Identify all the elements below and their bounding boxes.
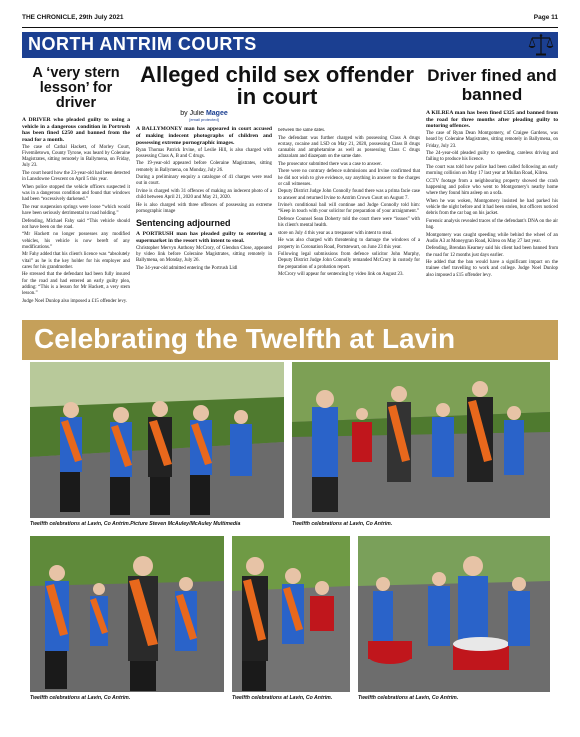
photo-caption: Twelfth celebrations at Lavin, Co Antrim.	[30, 695, 131, 701]
photo-parade-4	[232, 536, 350, 692]
photo-caption: Twelfth celebrations at Lavin, Co Antrim.	[358, 695, 459, 701]
photo-caption: Twelfth celebrations at Lavin, Co Antrim.Picture Steven McAuley/McAuley Multimedia	[30, 521, 241, 527]
paragraph: Following legal submissions from defence solicitor John Murphy, Deputy District Judge John Connolly remanded McCrory in custody for the preparation of a probation report.	[278, 252, 420, 270]
paragraph: The 24-year-old pleaded guilty to speeding, careless driving and failing to produce his licence.	[426, 151, 558, 163]
paragraph: He was also charged with threatening to damage the windows of a property in Coronation Road, Portstewart, on June 23 this year.	[278, 238, 420, 250]
paragraph: CCTV footage from a neighbouring property showed the crash happening and police who went to Montgomery's nearby home where they found him asleep on a sofa.	[426, 178, 558, 197]
photo-caption: Twelfth celebrations at Lavin, Co Antrim.	[292, 521, 393, 527]
paragraph: “Mr Hackett no longer possesses any modified vehicles, his vehicle is now bereft of any modifications.”	[22, 232, 130, 250]
byline-prefix: by Julie	[180, 110, 204, 117]
headline-child-sex	[136, 64, 418, 108]
lead-paragraph: A PORTRUSH man has pleaded guilty to entering a supermarket in the resort with intent to steal.	[136, 231, 272, 244]
byline-name: Magee	[205, 110, 228, 117]
paragraph: Judge Noel Dunlop also imposed a £15 offender levy.	[22, 298, 128, 304]
story-child-sex-col2	[278, 128, 420, 318]
page-header	[22, 14, 558, 26]
paragraph: The court was told how police had been called following an early morning collision on May 17 last year at Mullan Road, Kilrea.	[426, 164, 558, 177]
paragraph: McCrory will appear for sentencing by video link on August 23.	[278, 272, 404, 278]
story-stern-lesson	[22, 64, 130, 319]
photo-parade-5	[358, 536, 550, 692]
paragraph: Defending, Michael Fahy said “This vehicle should not have been on the road.	[22, 218, 130, 230]
photo-caption: Twelfth celebrations at Lavin, Co Antrim.	[232, 695, 333, 701]
author-email[interactable]: [email protected]	[189, 117, 219, 123]
scales-of-justice-icon	[528, 33, 554, 57]
banner-title: Celebrating the Twelfth at Lavin	[34, 323, 456, 354]
paragraph: Defence Counsel Sean Doherty told the court there were “issues” with his client's mental health.	[278, 216, 420, 229]
section-banner-twelfth	[22, 320, 558, 360]
paragraph: When police stopped the vehicle officers suspected it was in a dangerous condition and found that windows had been “excessively darkened.”	[22, 184, 130, 203]
banner-title: NORTH ANTRIM COURTS	[28, 34, 257, 54]
paragraph: Irvine is charged with 31 offences of making an indecent photo of a child between April 21, 2020 and May 21, 2020.	[136, 188, 272, 201]
paragraph: Christopher Mervyn Anthony McCrory, of Glendun Close, appeared by video link before Coleraine Magistrates, sitting remotely in Ballymena, on Monday, July 26.	[136, 245, 272, 264]
paragraph: The defendant was further charged with possessing Class A drugs ecstasy, cocaine and LSD on May 21, 2020, possessing Class B drugs cannabis and amphetamine as well as possessing Class C drugs adrazolam and diazepam on the same date.	[278, 135, 420, 160]
paragraph: When he was woken, Montgomery insisted he had parked his vehicle the night before and it had been stolen, but officers noticed debris from the car bag on his jacket.	[426, 198, 558, 217]
paragraph: The 19-year-old appeared before Coleraine Magistrates, sitting remotely in Ballymena, on Monday, July 26.	[136, 161, 272, 173]
paragraph: Irvine's conditional bail will continue and Judge Connolly told him: “Keep in touch with your solicitor for preparation of your arraignment.”	[278, 203, 420, 215]
header-rule	[22, 27, 558, 28]
story-driver-fined	[426, 64, 558, 319]
photo-parade-2	[292, 362, 550, 518]
headline: Alleged child sex offender in court	[140, 62, 414, 109]
paragraph: The rear suspension springs were loose “which would have been seriously detrimental to road holding.”	[22, 204, 130, 216]
paragraph: The court heard how the 23-year-old had been detected in Lansdowne Crescent on April 5 this year.	[22, 170, 130, 183]
paragraph: The case of Ryan Dean Montgomery, of Craigee Gardens, was heard by Coleraine Magistrates, sitting remotely in Ballymena, on Friday, July 23.	[426, 131, 558, 149]
paragraph: There were no contrary defence submissions and Irvine confirmed that he did not wish to give evidence, say anything in answer to the charges or call witnesses.	[278, 169, 420, 187]
subhead-sentencing: Sentencing adjourned	[136, 218, 231, 229]
photo-parade-1	[30, 362, 284, 518]
paragraph: between the same dates.	[278, 128, 326, 133]
lead-paragraph: A KILREA man has been fined £325 and banned from the road for three months after pleading guilty to motoring offences.	[426, 110, 558, 130]
lead-paragraph: A BALLYMONEY man has appeared in court accused of making indecent photographs of children and possessing extreme pornographic images.	[136, 126, 272, 146]
paragraph: Montgomery was caught speeding while behind the wheel of an Audio A3 at Moneygran Road, Kilrea on May 27 last year.	[426, 232, 558, 244]
page-number: Page 11	[533, 14, 558, 21]
paragraph: Mr Fahy added that his client's licence was “absolutely vital” as he is the key holder for his employer and cares for his grandmother.	[22, 252, 130, 270]
paragraph: He stressed that the defendant had been fully insured for the road and had entered an early guilty plea, adding: “This is a lesson for Mr Hackett, a very stern lesson.”	[22, 272, 130, 296]
headline: Driver fined and banned	[427, 66, 557, 104]
paragraph: store on July 4 this year as a trespasser with intent to steal.	[278, 230, 393, 236]
photo-parade-3	[30, 536, 224, 692]
publication-date: THE CHRONICLE, 29th July 2021	[22, 14, 124, 21]
section-banner-courts	[22, 32, 558, 58]
headline: A ‘very stern lesson’ for driver	[32, 65, 120, 111]
paragraph: Defending, Brendan Kearney said his client had been banned from the road for 12 months just days earlier.	[426, 246, 558, 258]
story-child-sex-col1	[136, 110, 272, 318]
paragraph: The prosecutor submitted there was a case to answer.	[278, 161, 382, 167]
paragraph: The case of Cathal Hackett, of Morley Court, Fivemiletown, County Tyrone, was heard by Coleraine Magistrates, sitting remotely in Ballymena, on Friday, July 23.	[22, 144, 130, 169]
paragraph: The 34-year-old admitted entering the Portrush Lidl	[136, 265, 238, 271]
paragraph: During a preliminary enquiry a catalogue of 41 charges were read out in court.	[136, 175, 272, 187]
paragraph: Ryan Thomas Patrick Irvine, of Leslie Hill, is also charged with possessing Class A, B and C drugs.	[136, 147, 272, 159]
paragraph: Deputy District Judge John Connolly found there was a prima facie case to answer and returned Irvine to Antrim Crown Court on August 7.	[278, 189, 420, 201]
paragraph: He is also charged with three offences of possessing an extreme pornographic image	[136, 202, 272, 214]
lead-paragraph: A DRIVER who pleaded guilty to using a vehicle in a dangerous condition in Portrush has been fined £250 and banned from the road for a month.	[22, 117, 130, 143]
paragraph: Forensic analysis revealed traces of the defendant's DNA on the air bag.	[426, 218, 558, 230]
paragraph: He added that the ban would have a significant impact on the trainee chef travelling to work and college. Judge Noel Dunlop also imposed a £15 offender levy.	[426, 260, 558, 278]
